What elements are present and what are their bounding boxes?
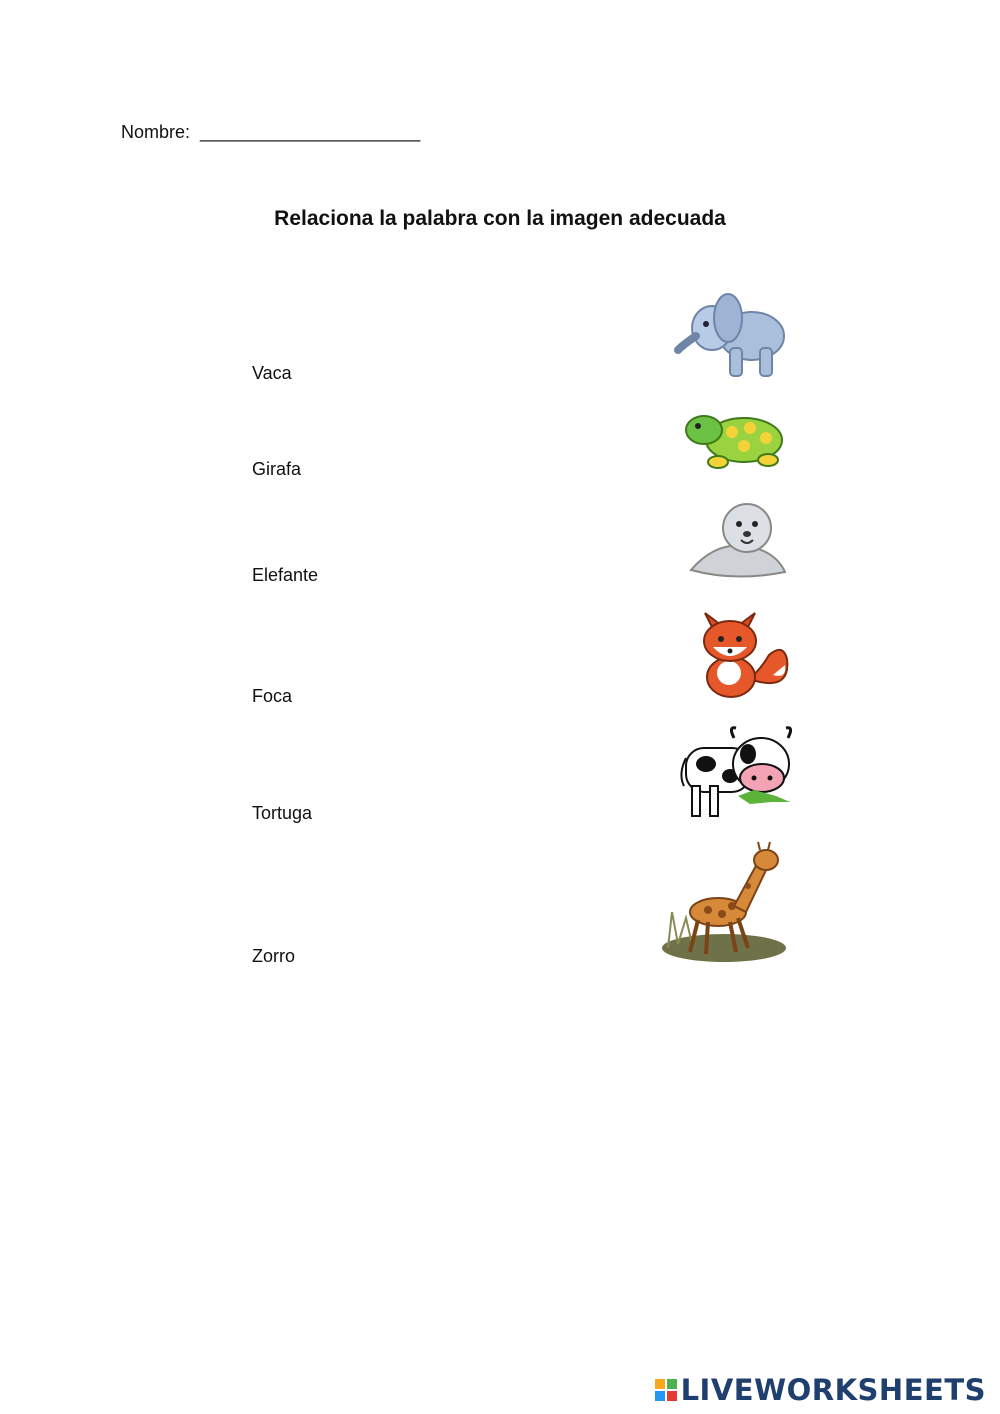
cow-icon	[676, 724, 806, 822]
word-item: Vaca	[252, 363, 292, 383]
word-item: Zorro	[252, 946, 296, 966]
seal-icon	[685, 496, 789, 580]
turtle-icon	[682, 404, 788, 472]
fox-icon	[693, 603, 793, 703]
word-item: Girafa	[252, 459, 302, 479]
elephant-icon	[672, 288, 792, 384]
brand-logo	[655, 1373, 986, 1407]
brand-name: LIVEWORKSHEETS	[680, 1373, 986, 1407]
word-item: Elefante	[252, 565, 319, 585]
name-label: Nombre:	[121, 122, 191, 142]
word-item: Foca	[252, 686, 293, 706]
name-field	[121, 122, 420, 143]
page-title: Relaciona la palabra con la imagen adecuada	[274, 207, 726, 230]
giraffe-icon	[662, 840, 792, 966]
brand-mark-icon	[655, 1379, 677, 1401]
word-item: Tortuga	[252, 803, 313, 823]
name-line: ______________________	[200, 122, 421, 142]
